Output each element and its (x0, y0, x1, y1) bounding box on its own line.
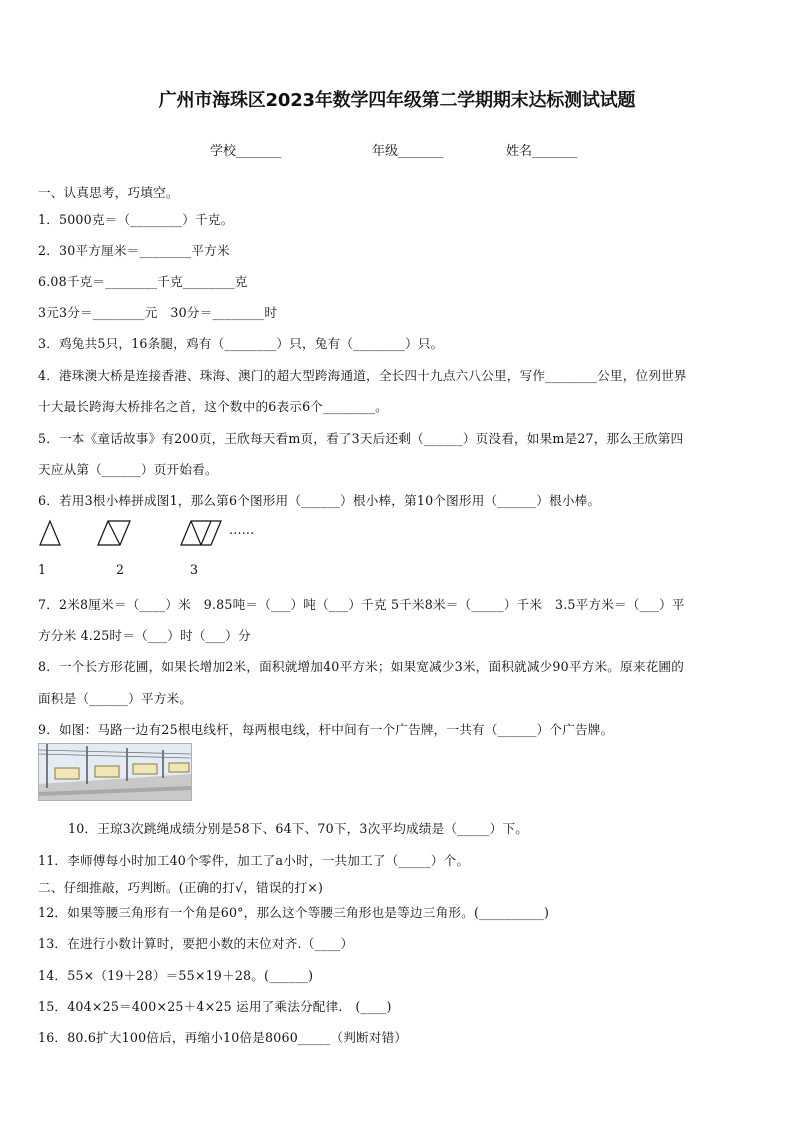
figure-label-3: 3 (190, 562, 199, 577)
question-13: 13．在进行小数计算时，要把小数的末位对齐.（____） (38, 936, 354, 951)
question-9: 9．如图：马路一边有25根电线杆，每两根电线，杆中间有一个广告牌，一共有（______）个广告牌。 (38, 722, 614, 737)
question-7: 7．2米8厘米＝（____）米 9.85吨＝（___）吨（___）千克 5千米8米＝（_____）千米 3.5平方米＝（___）平 (38, 597, 685, 612)
figure-1-triangle (40, 521, 60, 545)
question-14: 14．55×（19＋28）＝55×19＋28。(______) (38, 968, 314, 983)
question-7-cont: 方分米 4.25时＝（___）时（___）分 (38, 628, 251, 643)
name-field: 姓名_______ (506, 144, 578, 159)
question-4-cont: 十大最长跨海大桥排名之首，这个数中的6表示6个________。 (38, 399, 388, 414)
question-12: 12．如果等腰三角形有一个角是60°，那么这个等腰三角形也是等边三角形。(__________) (38, 905, 550, 920)
grade-field: 年级_______ (372, 144, 444, 159)
figure-label-1: 1 (38, 562, 47, 577)
question-11: 11．李师傅每小时加工40个零件，加工了a小时，一共加工了（_____）个。 (38, 853, 470, 868)
section-heading-judge: 二、仔细推敲，巧判断。(正确的打√，错误的打×) (38, 880, 324, 895)
question-15: 15．404×25＝400×25＋4×25 运用了乘法分配律. (____) (38, 999, 392, 1014)
section-heading-fill-blank: 一、认真思考，巧填空。 (38, 185, 179, 200)
figure-2-diagonal (108, 521, 120, 545)
question-6: 6．若用3根小棒拼成图1，那么第6个图形用（______）根小棒，第10个图形用（______）根小棒。 (38, 493, 601, 508)
figure-label-2: 2 (116, 562, 125, 577)
question-16: 16．80.6扩大100倍后，再缩小10倍是8060_____（判断对错） (38, 1030, 408, 1045)
question-5: 5．一本《童话故事》有200页，王欣每天看m页，看了3天后还剩（______）页没看，如果m是27，那么王欣第四 (38, 431, 684, 446)
figure-3-shape (181, 521, 221, 545)
question-8-cont: 面积是（______）平方米。 (38, 691, 193, 706)
question-4: 4．港珠澳大桥是连接香港、珠海、澳门的超大型跨海通道，全长四十九点六八公里，写作________公里，位列世界 (38, 368, 687, 383)
question-1: 1．5000克＝（________）千克。 (38, 212, 234, 227)
question-3: 3．鸡兔共5只，16条腿，鸡有（________）只，兔有（________）只。 (38, 336, 444, 351)
question-2-part-b: 6.08千克＝________千克________克 (38, 274, 248, 289)
question-10: 10．王琼3次跳绳成绩分别是58下、64下、70下，3次平均成绩是（_____）下。 (68, 821, 529, 836)
question-8: 8．一个长方形花圃，如果长增加2米，面积就增加40平方米；如果宽减少3米，面积就减少90平方米。原来花圃的 (38, 659, 685, 674)
page-title: 广州市海珠区2023年数学四年级第二学期期末达标测试试题 (158, 90, 636, 111)
ellipsis: …… (229, 522, 255, 537)
school-field: 学校_______ (210, 144, 282, 159)
question-2: 2．30平方厘米＝________平方米 (38, 243, 230, 258)
question-5-cont: 天应从第（______）页开始看。 (38, 462, 218, 477)
question-2-part-c: 3元3分＝________元 30分＝________时 (38, 305, 278, 320)
road-poles-picture (38, 743, 192, 801)
